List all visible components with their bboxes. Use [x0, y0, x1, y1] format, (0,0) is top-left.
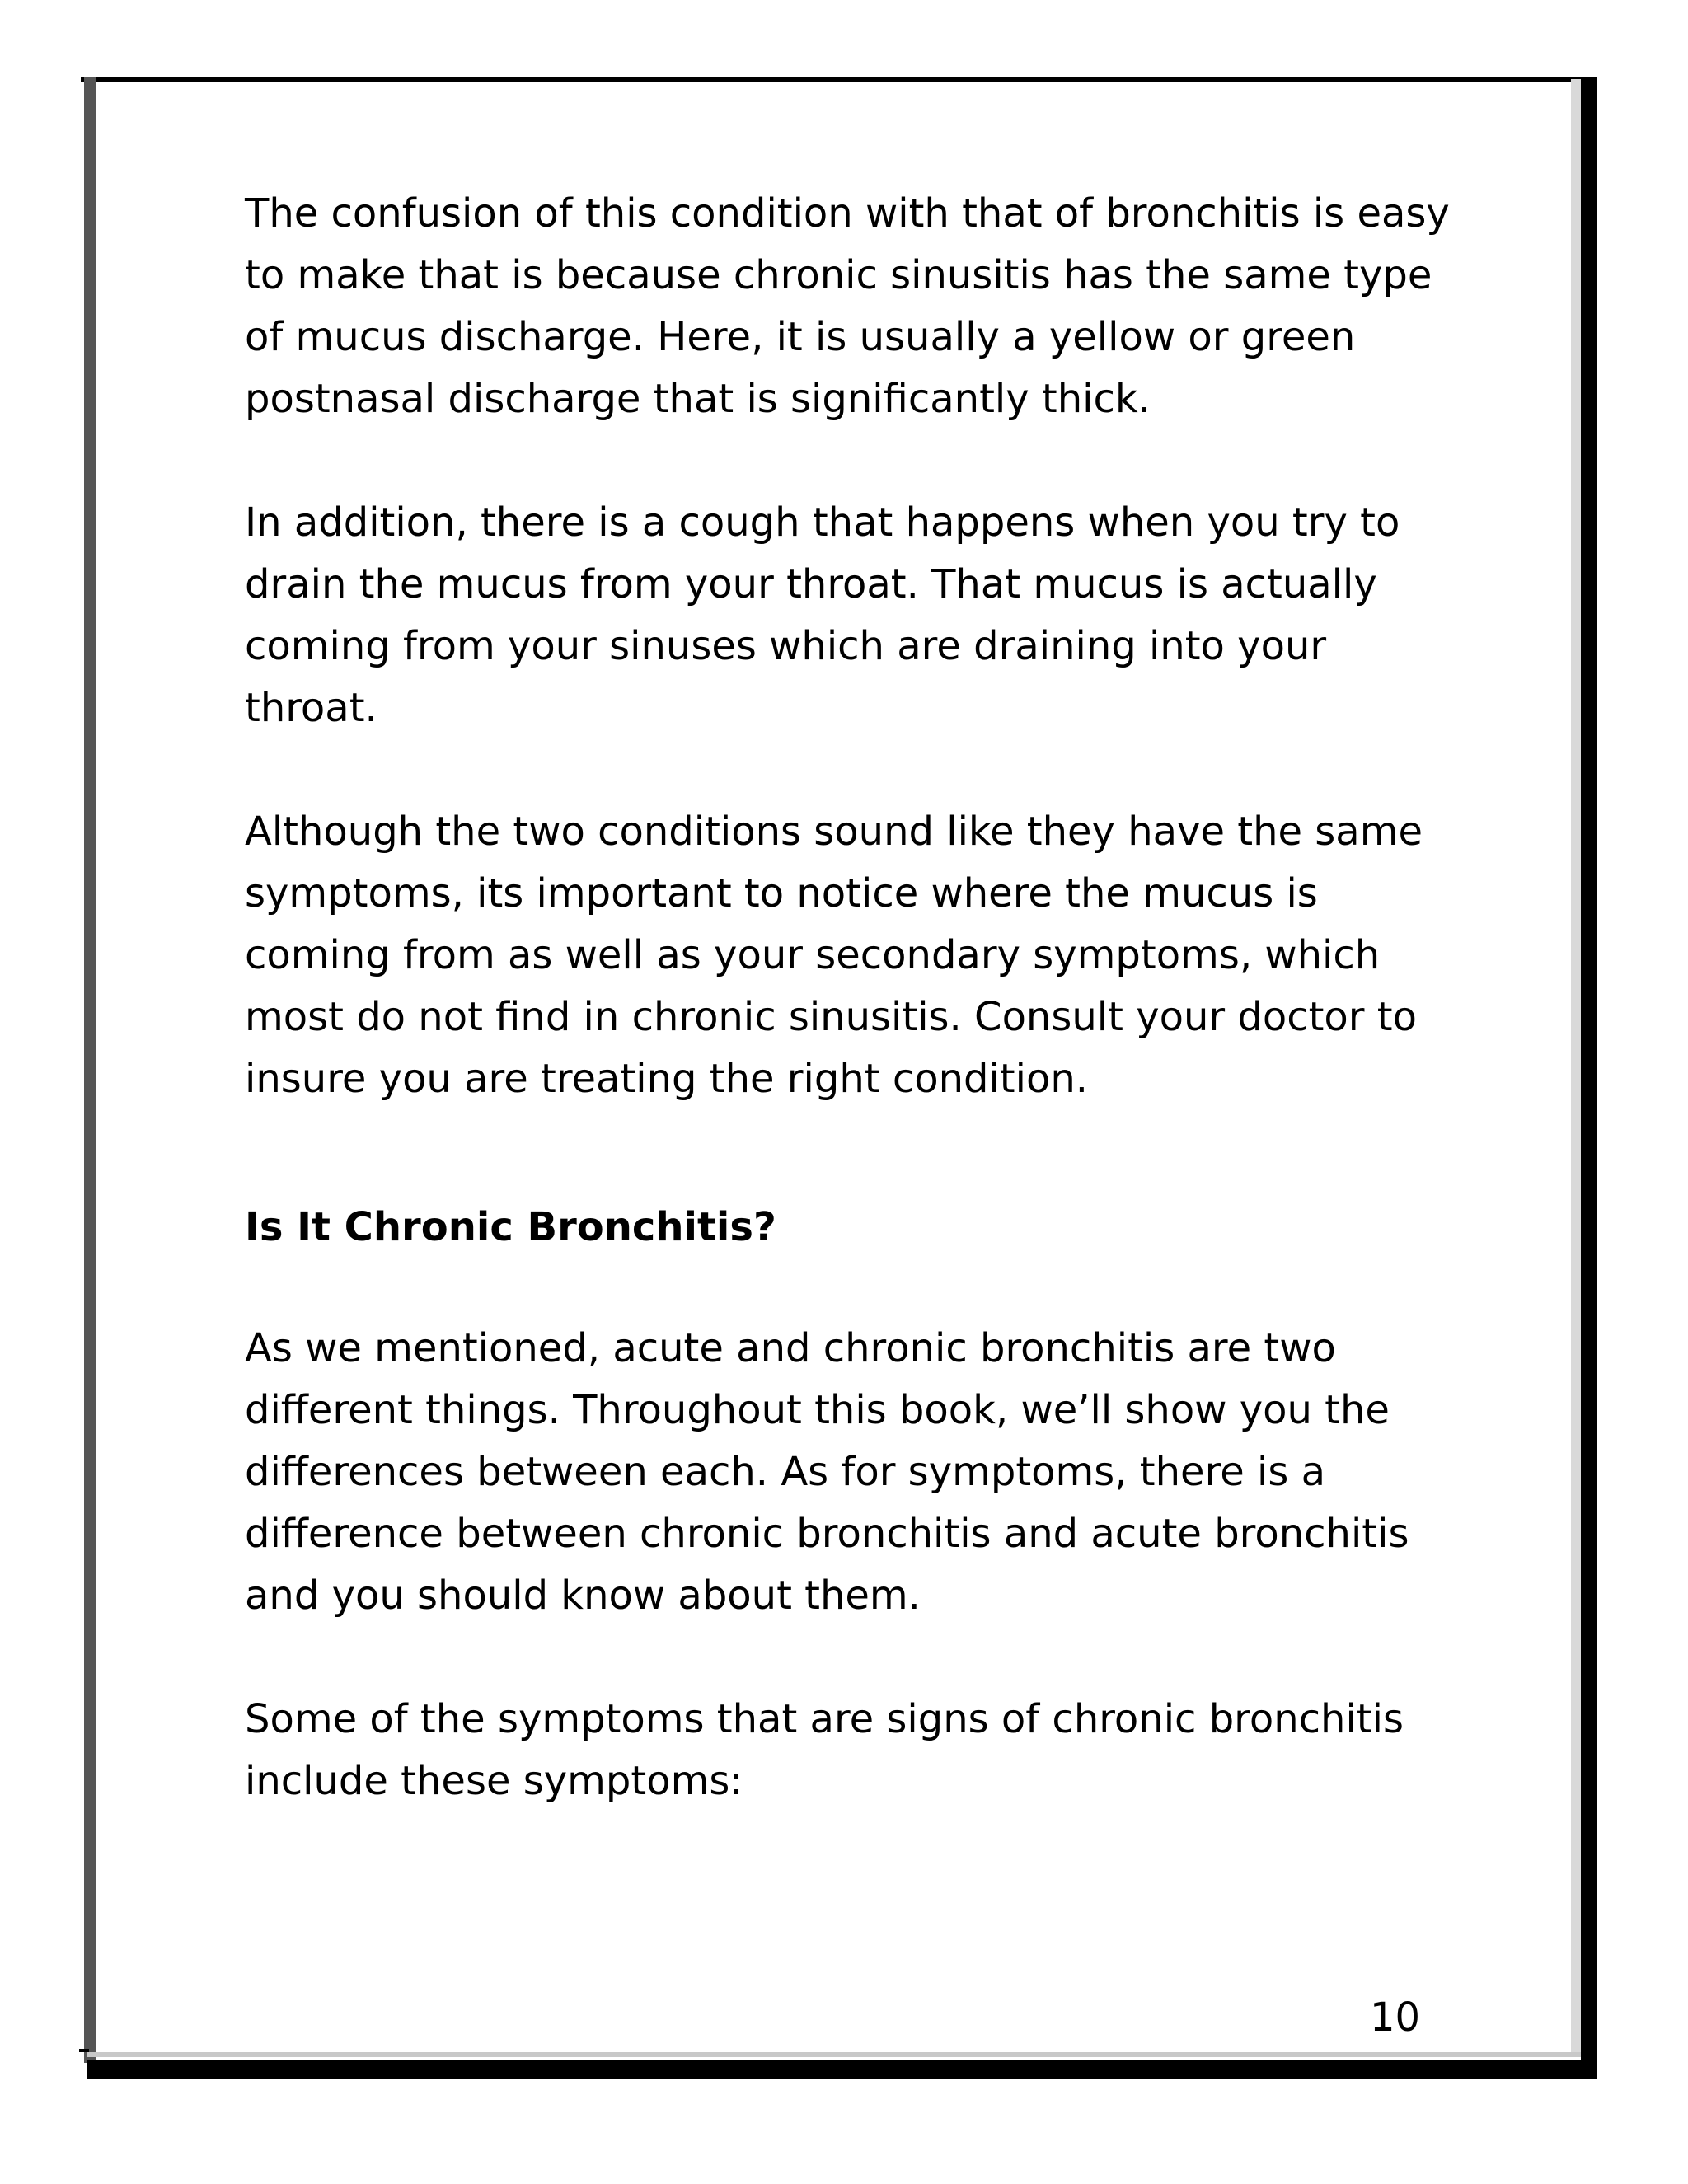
page-border-right-shadow	[1581, 77, 1597, 2079]
text-line: of mucus discharge. Here, it is usually a yellow or green	[245, 314, 1356, 360]
text-line: difference between chronic bronchitis and acute bronchitis	[245, 1511, 1409, 1557]
text-line: include these symptoms:	[245, 1758, 743, 1804]
page-body	[245, 183, 1450, 1812]
paragraph-sinusitis-confusion	[245, 183, 1450, 430]
text-line: differences between each. As for symptoms, there is a	[245, 1449, 1326, 1495]
paragraph-two-conditions	[245, 801, 1440, 1110]
page-border-bottom-inner	[87, 2052, 1581, 2057]
page-border-right-inner	[1571, 79, 1581, 2054]
text-line: drain the mucus from your throat. That mucus is actually	[245, 561, 1377, 607]
text-line: As we mentioned, acute and chronic bronchitis are two	[245, 1325, 1336, 1371]
page-border-bottom-shadow	[87, 2060, 1597, 2079]
text-line: Although the two conditions sound like they have the same	[245, 808, 1423, 855]
text-line: coming from your sinuses which are draining into your	[245, 623, 1327, 669]
section-heading: Is It Chronic Bronchitis?	[245, 1204, 776, 1250]
text-line: different things. Throughout this book, we’ll show you the	[245, 1387, 1390, 1433]
page-border-top	[81, 77, 1597, 82]
text-line: and you should know about them.	[245, 1572, 921, 1619]
text-line: to make that is because chronic sinusitis has the same type	[245, 252, 1432, 298]
text-line: throat.	[245, 685, 377, 731]
text-line: coming from as well as your secondary symptoms, which	[245, 932, 1381, 978]
paragraph-cough	[245, 492, 1440, 739]
text-line: most do not find in chronic sinusitis. Consult your doctor to	[245, 994, 1417, 1040]
page-border-left	[84, 77, 96, 2063]
text-line: insure you are treating the right condition.	[245, 1056, 1088, 1102]
text-line: postnasal discharge that is significantly thick.	[245, 376, 1151, 422]
paragraph-acute-vs-chronic	[245, 1318, 1440, 1627]
text-line: The confusion of this condition with that of bronchitis is easy	[245, 190, 1450, 237]
text-line: symptoms, its important to notice where the mucus is	[245, 870, 1318, 916]
paragraph-symptoms-intro	[245, 1689, 1440, 1812]
text-line: Some of the symptoms that are signs of chronic bronchitis	[245, 1696, 1404, 1742]
text-line: In addition, there is a cough that happens when you try to	[245, 499, 1400, 546]
page-number: 10	[1370, 1994, 1421, 2041]
page-border-corner-tick	[79, 2049, 89, 2052]
